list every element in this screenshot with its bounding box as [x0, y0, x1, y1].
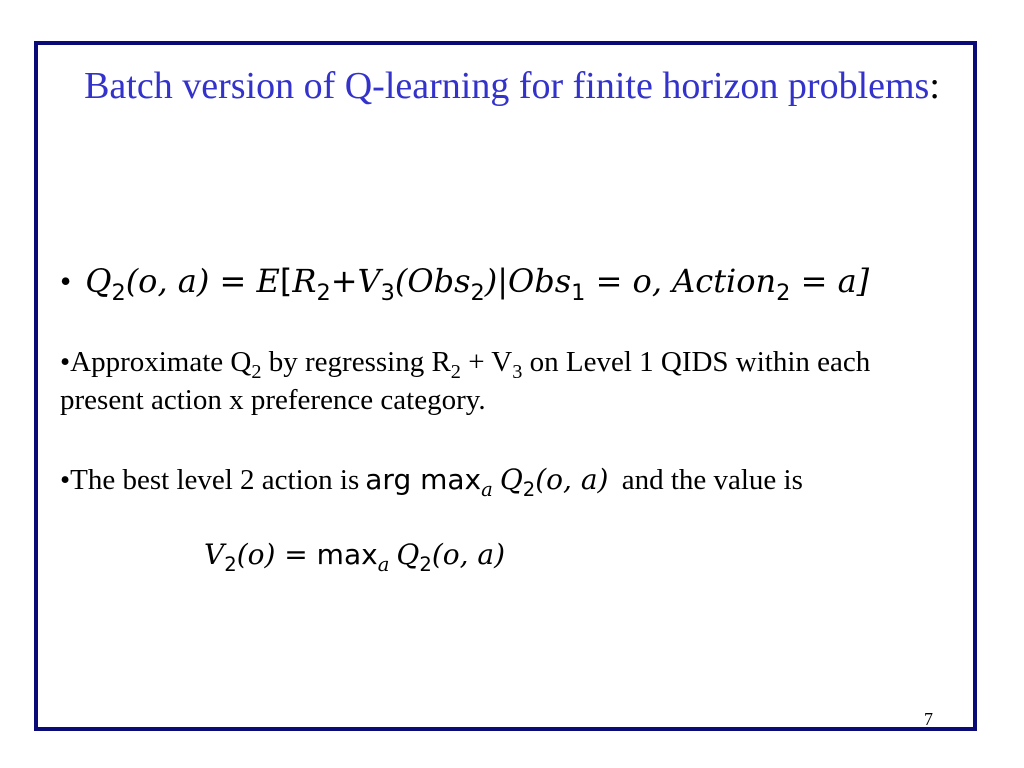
eq2-q: Q: [396, 538, 420, 571]
eq1-v-sub: 3: [380, 279, 395, 306]
title-colon: :: [929, 65, 940, 107]
title-text: Batch version of Q-learning for finite horizon problems: [84, 65, 930, 107]
equation-bullet: •: [60, 263, 72, 299]
eq1-action-sub: 2: [776, 279, 791, 306]
eq2-v-sub: 2: [224, 552, 237, 576]
eq1-expectation: E: [256, 262, 280, 300]
eq1-r-sub: 2: [316, 279, 331, 306]
eq1-obs2: (Obs: [394, 262, 471, 300]
eq1-plus: +: [330, 262, 358, 300]
slide-title: [36, 62, 988, 110]
p1-sub-2: 2: [450, 361, 461, 384]
q-function-equation: [60, 262, 870, 306]
eq2-v-args: (o) =: [236, 538, 317, 571]
value-equation: [204, 538, 506, 576]
argmax-q-sub: 2: [522, 477, 536, 501]
eq1-equals: =: [209, 262, 257, 300]
eq2-max-sub: a: [377, 552, 390, 576]
argmax-q: Q: [499, 463, 523, 496]
eq1-r: R: [292, 262, 317, 300]
eq1-obs1: )|Obs: [484, 262, 572, 300]
eq1-v: V: [357, 262, 381, 300]
argmax-sub: a: [481, 477, 493, 501]
eq2-q-args: (o, a): [431, 538, 506, 571]
p2-text-2: and the value is: [621, 464, 803, 496]
p1-text-3: + V: [460, 346, 513, 378]
eq2-q-sub: 2: [419, 552, 432, 576]
p1-text-2: by regressing R: [261, 346, 451, 378]
eq1-q-sub: 2: [111, 279, 126, 306]
argmax-expression: [365, 463, 609, 501]
eq1-action: = o, Action: [585, 262, 777, 300]
eq2-v: V: [204, 538, 225, 571]
eq1-q-args: (o, a): [125, 262, 210, 300]
eq1-open-bracket: [: [279, 262, 293, 300]
eq1-obs2-sub: 2: [470, 279, 485, 306]
p1-sub-1: 2: [251, 361, 262, 384]
p1-text-1: •Approximate Q: [60, 346, 252, 378]
eq1-q: Q: [85, 262, 112, 300]
p1-text-4: on Level 1 QIDS within each present action x preference category.: [60, 346, 871, 416]
best-action-paragraph: [60, 461, 960, 500]
eq1-obs1-sub: 1: [571, 279, 586, 306]
argmax-operator: arg max: [365, 463, 482, 496]
p2-text-1: •The best level 2 action is: [60, 464, 360, 496]
eq1-end: = a]: [790, 262, 870, 300]
page-number: 7: [924, 709, 933, 729]
p1-sub-3: 3: [512, 361, 523, 384]
argmax-q-args: (o, a): [535, 463, 609, 496]
eq2-max: max: [316, 538, 378, 571]
approximate-paragraph: [60, 343, 960, 419]
